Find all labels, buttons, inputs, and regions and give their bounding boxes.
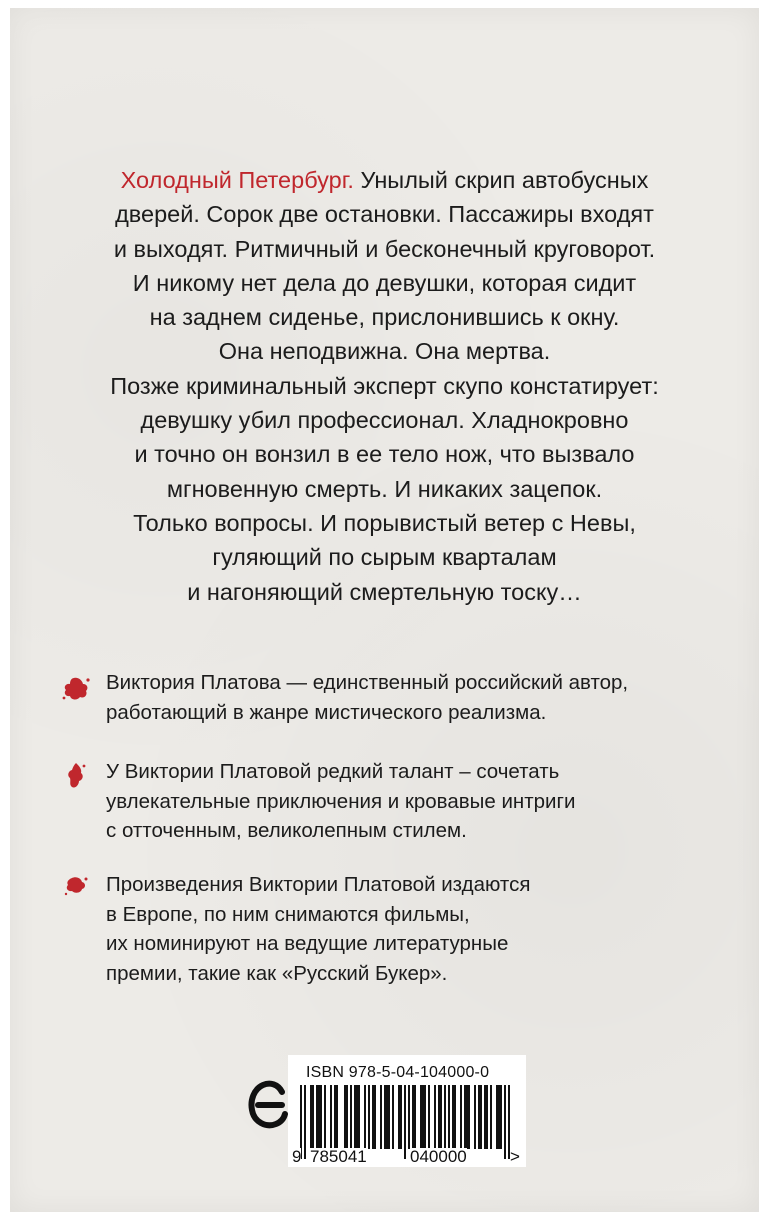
- blurb-line: мгновенную смерть. И никаких зацепок.: [166, 475, 603, 502]
- bullet-text: Виктория Платова — единственный российский автор, работающий в жанре мистического реализма.: [106, 671, 629, 724]
- barcode-left-group: 785041: [310, 1147, 367, 1166]
- bullet-text: Произведения Виктории Платовой издаются в Европе, по ним снимаются фильмы, их номинируют на ведущие литературные премии, такие как «Русский Букер».: [106, 873, 531, 985]
- eksmo-logo-icon: [246, 1070, 290, 1146]
- blood-splatter-icon: [60, 761, 92, 791]
- bullet-text: У Виктории Платовой редкий талант – сочетать увлекательные приключения и кровавые интриги с отточенным, великолепным стилем.: [106, 760, 576, 842]
- blurb-line: Она неподвижна. Она мертва.: [218, 338, 551, 365]
- isbn-barcode: [288, 1055, 526, 1167]
- blurb-text: [10, 163, 759, 609]
- blurb-line: и нагоняющий смертельную тоску…: [187, 578, 582, 605]
- blurb-line: дверей. Сорок две остановки. Пассажиры входят: [115, 201, 654, 228]
- blurb-line: Позже криминальный эксперт скупо констатирует:: [110, 372, 659, 399]
- barcode-quiet-mark: >: [510, 1147, 520, 1166]
- barcode-right-group: 040000: [410, 1147, 467, 1166]
- blurb-line: Только вопросы. И порывистый ветер с Невы,: [133, 509, 636, 536]
- barcode-digits: [292, 1148, 522, 1166]
- blurb-line: и выходят. Ритмичный и бесконечный круговорот.: [113, 235, 656, 262]
- blood-splatter-icon: [60, 872, 92, 902]
- barcode-first-digit: 9: [292, 1147, 302, 1166]
- blurb-line: гуляющий по сырым кварталам: [212, 544, 557, 571]
- blurb-line: и точно он вонзил в ее тело нож, что вызвало: [134, 441, 635, 468]
- blurb-line: И никому нет дела до девушки, которая сидит: [132, 269, 637, 296]
- blood-splatter-icon: [60, 674, 92, 704]
- isbn-label: ISBN 978-5-04-104000-0: [306, 1064, 490, 1081]
- back-cover: [10, 8, 759, 1212]
- blurb-line: девушку убил профессионал. Хладнокровно: [140, 407, 629, 434]
- blurb-line: Холодный Петербург. Унылый скрип автобусных: [120, 167, 649, 193]
- blurb-line: на заднем сиденье, прислонившись к окну.: [149, 304, 620, 331]
- blurb-highlight: Холодный Петербург.: [120, 167, 354, 193]
